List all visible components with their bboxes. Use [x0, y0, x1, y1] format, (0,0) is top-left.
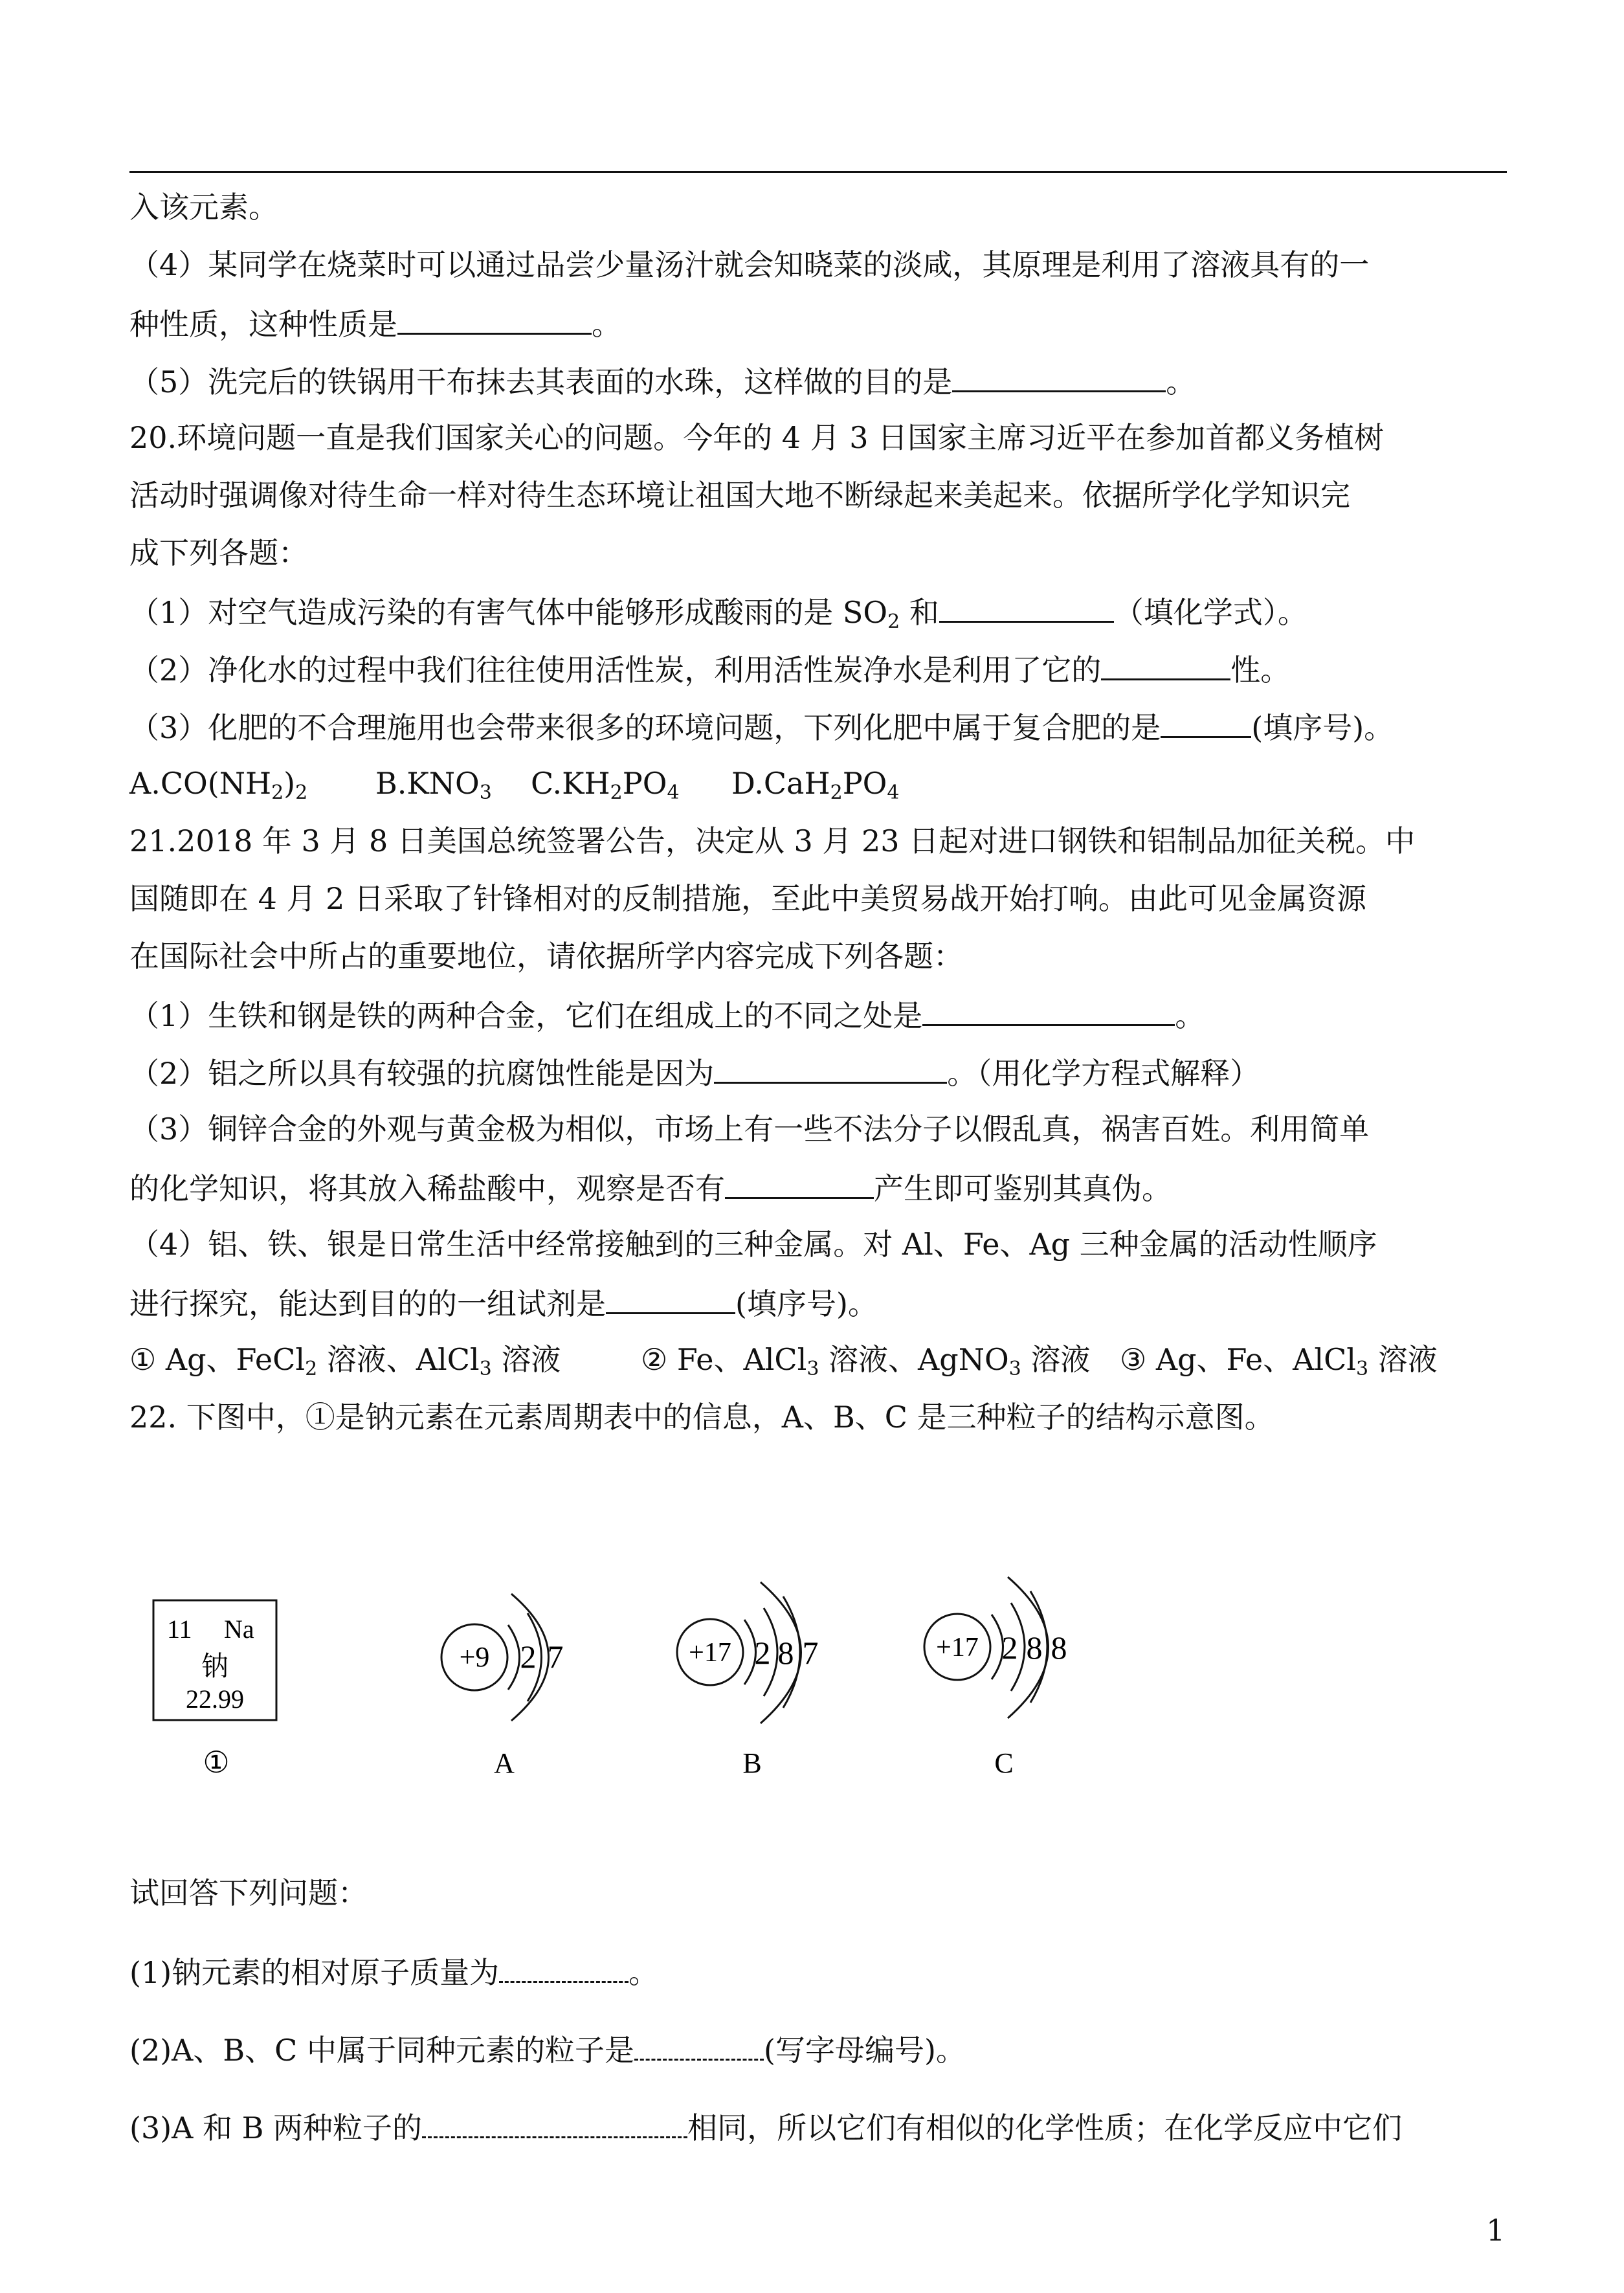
answer-blank[interactable] — [499, 1951, 628, 1983]
text-line: （2）铝之所以具有较强的抗腐蚀性能是因为 。（用化学方程式解释） — [129, 1052, 1507, 1093]
text-line: 种性质，这种性质是 。 — [129, 303, 1507, 344]
shell-electrons: 8 — [1026, 1629, 1043, 1666]
text-line: 进行探究，能达到目的的一组试剂是 (填序号)。 — [129, 1282, 1507, 1323]
caption-c: C — [994, 1747, 1014, 1779]
option-d: $D.CaH_2PO_4$ — [731, 766, 900, 804]
element-cell-sodium — [153, 1600, 276, 1780]
caption-b: B — [742, 1747, 762, 1779]
element-name: 钠 — [201, 1650, 229, 1682]
header-rule — [129, 171, 1507, 173]
shell-electrons: 7 — [547, 1639, 564, 1675]
electron-shell — [508, 1625, 520, 1690]
question-21-stem: 21.2018 年 3 月 8 日美国总统签署公告，决定从 3 月 23 日起对进口钢铁和铝制品加征关税。中 — [129, 823, 1416, 858]
shell-electrons: 8 — [1051, 1629, 1067, 1666]
atom-c — [924, 1577, 1067, 1779]
atomic-number: 11 — [167, 1615, 192, 1644]
answer-blank[interactable] — [939, 591, 1114, 623]
atom-b — [677, 1582, 819, 1779]
question-20-stem: 20.环境问题一直是我们国家关心的问题。今年的 4 月 3 日国家主席习近平在参加首都义务植树 — [129, 420, 1385, 455]
text-line: 在国际社会中所占的重要地位，请依据所学内容完成下列各题： — [129, 939, 963, 974]
shell-electrons: 2 — [1001, 1629, 1018, 1666]
text-line: 国随即在 4 月 2 日采取了针锋相对的反制措施，至此中美贸易战开始打响。由此可见金属资源 — [129, 881, 1367, 916]
text-line: 入该元素。 — [129, 190, 278, 225]
shell-electrons: 8 — [777, 1635, 794, 1671]
answer-blank[interactable] — [725, 1167, 874, 1199]
text-line: （1）生铁和钢是铁的两种合金，它们在组成上的不同之处是 。 — [129, 994, 1507, 1035]
atomic-structure-diagram — [0, 1554, 1624, 1826]
text-line: （3）铜锌合金的外观与黄金极为相似，市场上有一些不法分子以假乱真，祸害百姓。利用简单 — [129, 1112, 1370, 1146]
element-symbol: Na — [224, 1615, 254, 1644]
text-line: 试回答下列问题： — [129, 1875, 368, 1910]
answer-options — [129, 764, 1507, 803]
answer-blank[interactable] — [1101, 649, 1230, 680]
text-line: 的化学知识，将其放入稀盐酸中，观察是否有 产生即可鉴别其真伪。 — [129, 1167, 1507, 1208]
answer-blank[interactable] — [634, 2029, 764, 2061]
caption-a: A — [494, 1747, 515, 1779]
nucleus-charge: +9 — [459, 1641, 490, 1673]
shell-electrons: 2 — [754, 1635, 771, 1671]
atom-a — [441, 1594, 564, 1779]
answer-blank[interactable] — [1161, 706, 1251, 738]
text-line: (1)钠元素的相对原子质量为 。 — [129, 1951, 1507, 1992]
text-line: （1）对空气造成污染的有害气体中能够形成酸雨的是 $SO_2$ 和 （填化学式）。 — [129, 591, 1507, 632]
text-line: 活动时强调像对待生命一样对待生态环境让祖国大地不断绿起来美起来。依据所学化学知识完 — [129, 478, 1350, 513]
choice-1: ① Ag、FeCl$_2$ 溶液、AlCl$_3$ 溶液 — [129, 1342, 561, 1380]
text-line: （3）化肥的不合理施用也会带来很多的环境问题，下列化肥中属于复合肥的是 (填序号)。 — [129, 706, 1507, 747]
atomic-mass: 22.99 — [186, 1684, 244, 1714]
page-number: 1 — [1486, 2213, 1506, 2248]
shell-electrons: 2 — [520, 1639, 537, 1675]
caption-1: ① — [203, 1745, 230, 1780]
answer-blank[interactable] — [952, 361, 1166, 392]
text-line: （5）洗完后的铁锅用干布抹去其表面的水珠，这样做的目的是 。 — [129, 361, 1507, 401]
answer-blank[interactable] — [606, 1282, 735, 1314]
question-22-stem: 22. 下图中，①是钠元素在元素周期表中的信息，A、B、C 是三种粒子的结构示意图。 — [129, 1400, 1274, 1435]
nucleus-charge: +17 — [689, 1638, 731, 1668]
nucleus-charge: +17 — [936, 1633, 979, 1662]
shell-electrons: 7 — [802, 1635, 819, 1671]
answer-blank[interactable] — [397, 303, 592, 335]
text-line: (2)A、B、C 中属于同种元素的粒子是 (写字母编号)。 — [129, 2029, 1507, 2070]
answer-blank[interactable] — [714, 1052, 947, 1084]
text-line: 成下列各题： — [129, 535, 308, 570]
answer-blank[interactable] — [422, 2107, 687, 2138]
text-line: (3)A 和 B 两种粒子的 相同，所以它们有相似的化学性质；在化学反应中它们 — [129, 2107, 1507, 2147]
reagent-choices — [129, 1340, 1507, 1379]
text-line: （2）净化水的过程中我们往往使用活性炭，利用活性炭净水是利用了它的 性。 — [129, 649, 1507, 689]
option-b: $B.KNO_3$ — [375, 766, 492, 804]
choice-3: ③ Ag、Fe、AlCl$_3$ 溶液 — [1120, 1342, 1438, 1380]
choice-2: ② Fe、AlCl$_3$ 溶液、AgNO$_3$ 溶液 — [641, 1342, 1091, 1380]
answer-blank[interactable] — [922, 994, 1175, 1026]
option-c: $C.KH_2PO_4$ — [531, 766, 680, 804]
text-line: （4）某同学在烧菜时可以通过品尝少量汤汁就会知晓菜的淡咸，其原理是利用了溶液具有的一 — [129, 247, 1370, 282]
text-line: （4）铝、铁、银是日常生活中经常接触到的三种金属。对 Al、Fe、Ag 三种金属的活动性顺序 — [129, 1227, 1377, 1262]
option-a: $A.CO(NH_2)_2$ — [129, 766, 308, 804]
